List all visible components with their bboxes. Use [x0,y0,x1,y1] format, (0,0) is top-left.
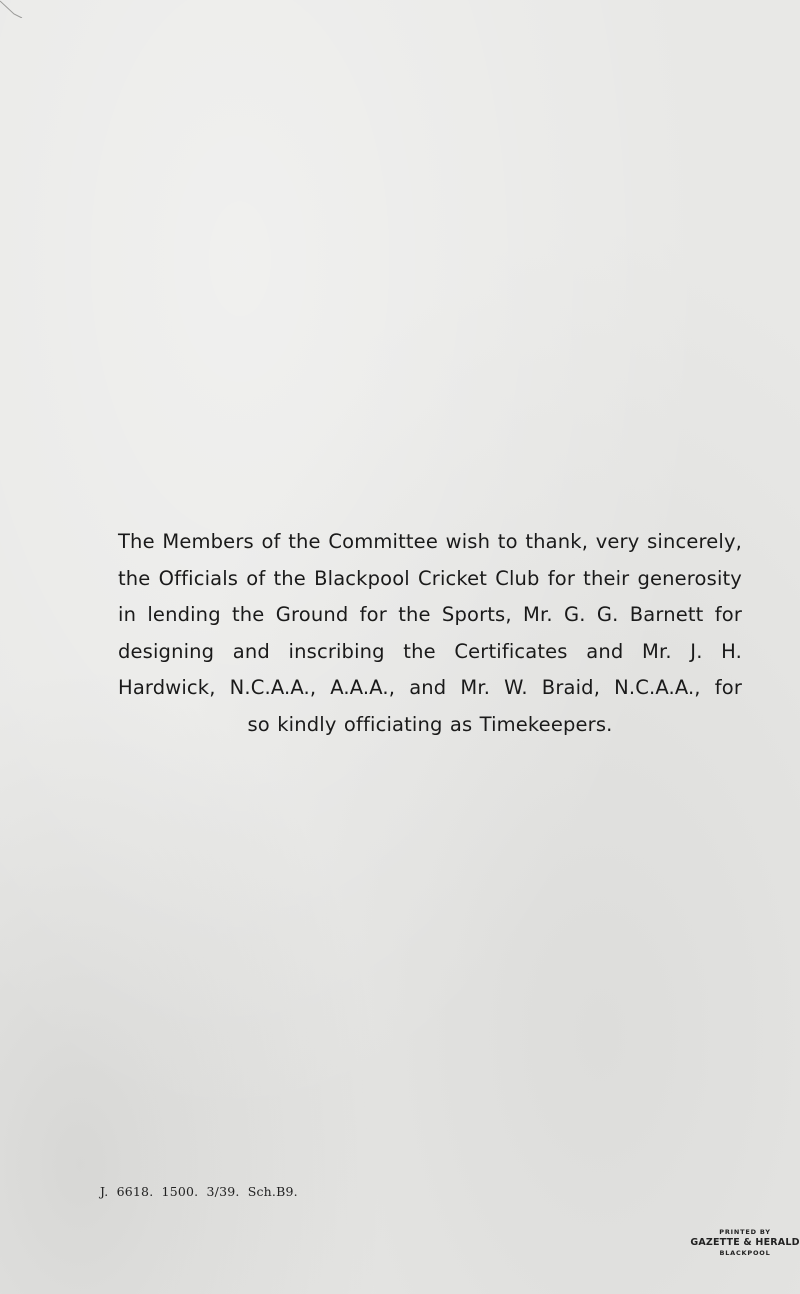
imprint-printed-by: PRINTED BY [719,1228,771,1236]
print-reference-code: J. 6618. 1500. 3/39. Sch.B9. [100,1184,298,1199]
acknowledgement-line: designing and inscribing the Certificates and Mr. J. H. [118,639,742,663]
imprint-printer-name: GAZETTE & HERALD [690,1237,800,1248]
printer-imprint [690,1228,800,1258]
acknowledgement-line: so kindly officiating as Timekeepers. [247,712,613,736]
acknowledgement-line: Hardwick, N.C.A.A., A.A.A., and Mr. W. Braid, N.C.A.A., for [118,676,742,699]
corner-fold-mark [0,0,30,18]
acknowledgement-line: in lending the Ground for the Sports, Mr. G. G. Barnett for [118,603,742,626]
imprint-town: BLACKPOOL [719,1249,771,1257]
acknowledgement-line: The Members of the Committee wish to thank, very sincerely, [118,530,742,553]
acknowledgement-line: the Officials of the Blackpool Cricket Club for their generosity [118,566,742,590]
acknowledgement-paragraph [118,524,742,743]
